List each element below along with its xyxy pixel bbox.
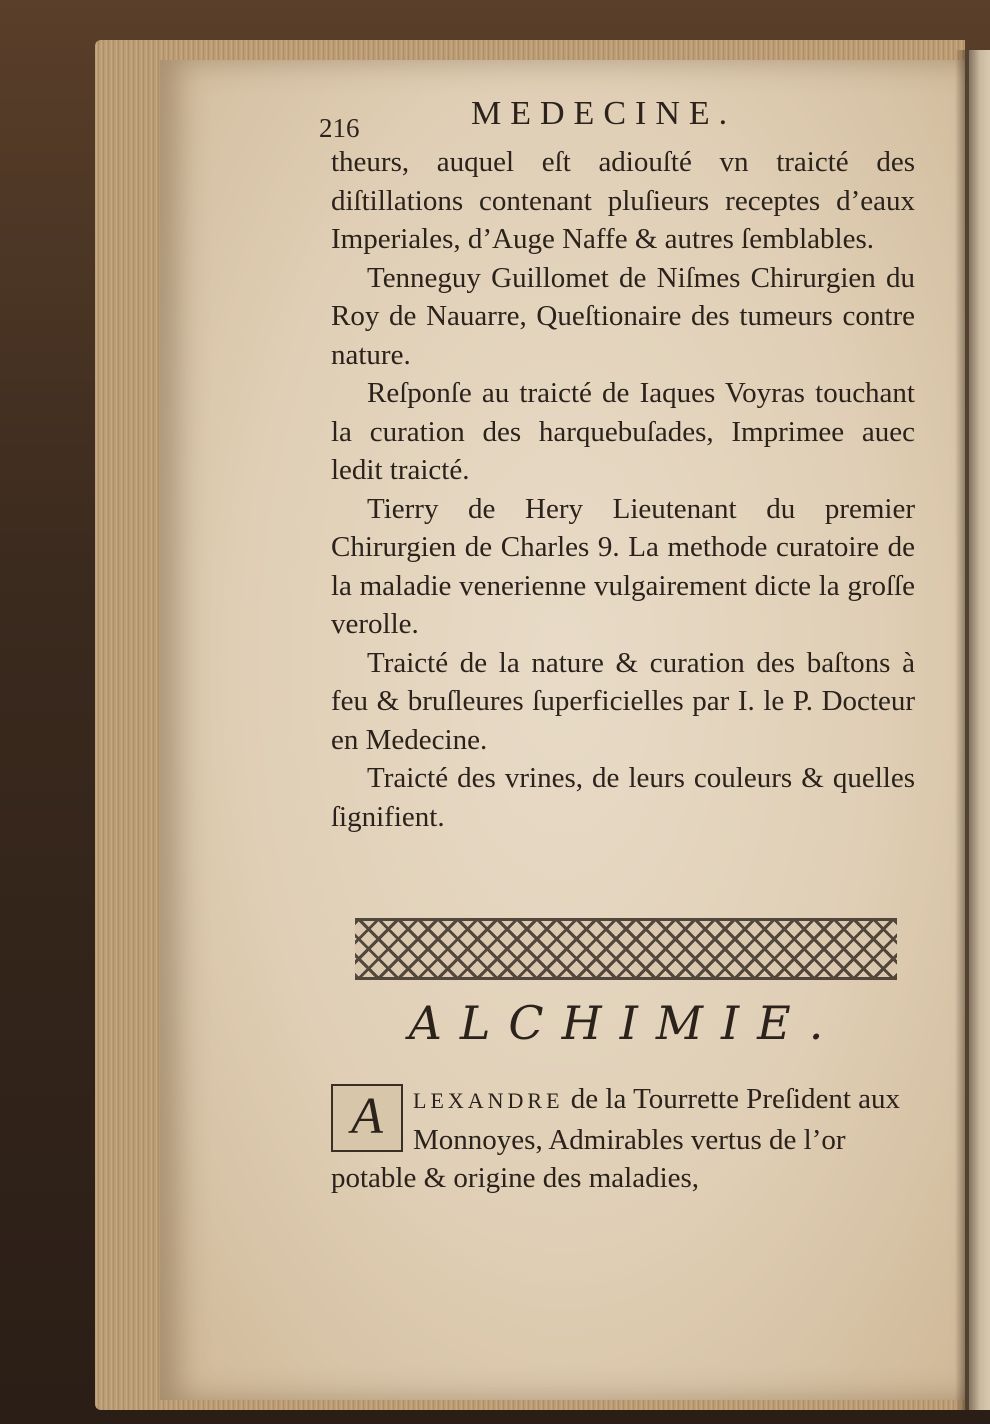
entry-text: de la Tourrette Preſident aux Monnoyes, Admirables vertus de l’or potable & origine des maladies, (331, 1083, 901, 1194)
paragraph: Tenneguy Guillomet de Niſmes Chirurgien du Roy de Nauarre, Queſtionaire des tumeurs contre nature. (331, 261, 915, 371)
printer-ornament-band (355, 918, 897, 980)
running-head (319, 95, 915, 143)
alchimie-entry (331, 1080, 915, 1198)
running-head-title: MEDECINE. (471, 95, 737, 132)
paragraph: Traicté des vrines, de leurs couleurs & quelles ſignifient. (331, 762, 915, 833)
paragraph: Traicté de la nature & curation des baſtons à feu & bruſleures ſuperficielles par I. le P. Docteur en Medecine. (331, 646, 915, 756)
drop-cap-initial: A (331, 1084, 403, 1152)
paragraph: theurs, auquel eſt adiouſté vn traicté des diſtillations contenant pluſieurs receptes d’eaux Imperiales, d’Auge Naffe & autres ſemblables. (331, 146, 915, 255)
page-gutter (955, 50, 969, 1410)
entry-name-smallcaps: LEXANDRE (413, 1088, 564, 1113)
page-text (319, 95, 915, 836)
paragraph: Reſponſe au traicté de Iaques Voyras touchant la curation des harquebuſades, Imprimee auec ledit traicté. (331, 377, 915, 486)
section-title: ALCHIMIE. (408, 996, 842, 1050)
paragraph: Tierry de Hery Lieutenant du premier Chirurgien de Charles 9. La methode curatoire de la maladie venerienne vulgairement dicte la groſſe verolle. (331, 492, 915, 640)
page-number: 216 (319, 113, 360, 143)
